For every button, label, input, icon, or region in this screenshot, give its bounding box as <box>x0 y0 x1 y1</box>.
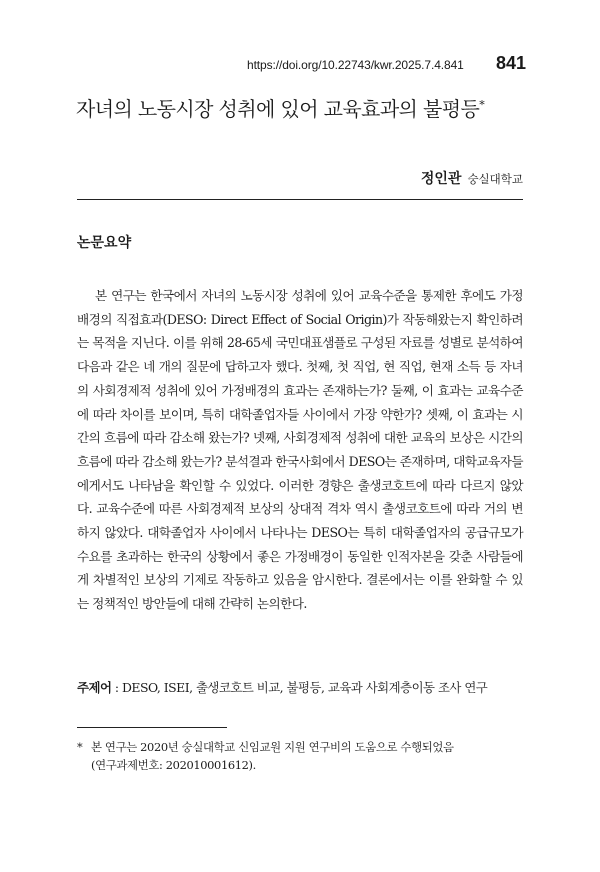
keywords-separator: : <box>111 680 122 695</box>
footnote-divider <box>77 727 227 728</box>
abstract-heading: 논문요약 <box>77 235 132 251</box>
keywords-text: DESO, ISEI, 출생코호트 비교, 불평등, 교육과 사회계층이동 조사 연구 <box>121 680 488 695</box>
author-name: 정인관 <box>420 171 462 187</box>
author-affiliation: 숭실대학교 <box>467 172 523 186</box>
abstract-paragraph: 본 연구는 한국에서 자녀의 노동시장 성취에 있어 교육수준을 통제한 후에도 가정배경의 직접효과(DESO: Direct Effect of Social Origin)가 작동해왔는지 확인하려는 목적을 지닌다. 이를 위해 28-65세 국민대표샘플로 구성된 자료를 성별로 분석하여 다음과 같은 네 개의 질문에 답하고자 했다. 첫째, 첫 직업, 현 직업, 현재 소득 등 자녀의 사회경제적 성취에 있어 가정배경의 효과는 존재하는가? 둘째, 이 효과는 교육수준에 따라 차이를 보이며, 특히 대학졸업자들 사이에서 가장 약한가? 셋째, 이 효과는 시간의 흐름에 따라 감소해 왔는가? 넷째, 사회경제적 성취에 대한 교육의 보상은 시간의 흐름에 따라 감소해 왔는가? 분석결과 한국사회에서 DESO는 존재하며, 대학교육자들에게서도 나타남을 확인할 수 있었다. 이러한 경향은 출생코호트에 따라 다르지 않았다. 교육수준에 따른 사회경제적 보상의 상대적 격차 역시 출생코호트에 따라 거의 변하지 않았다. 대학졸업자 사이에서 나타나는 DESO는 특히 대학졸업자의 공급규모가 수요를 초과하는 한국의 상황에서 좋은 가정배경이 동일한 인적자본을 갖춘 사람들에게 차별적인 보상의 기제로 작동하고 있음을 암시한다. 결론에서는 이를 완화할 수 있는 정책적인 방안들에 대해 간략히 논의한다. <box>77 288 523 612</box>
footnote-line-1: 본 연구는 2020년 숭실대학교 신임교원 지원 연구비의 도움으로 수행되었음 <box>91 740 454 754</box>
paper-title-text: 자녀의 노동시장 성취에 있어 교육효과의 불평등 <box>76 97 480 121</box>
page-number: 841 <box>496 53 527 73</box>
title-footnote-mark: * <box>479 98 485 112</box>
paper-title <box>76 93 546 122</box>
doi-link[interactable]: https://doi.org/10.22743/kwr.2025.7.4.841 <box>247 58 464 72</box>
footnote-line-2: (연구과제번호: 202010001612). <box>91 758 256 772</box>
keywords-label: 주제어 <box>77 680 112 695</box>
header-divider <box>77 199 523 200</box>
footnote-mark: * <box>77 740 83 754</box>
keywords-line <box>77 678 523 696</box>
footnote <box>77 738 523 774</box>
abstract-body <box>77 284 523 616</box>
author-line <box>421 168 523 188</box>
